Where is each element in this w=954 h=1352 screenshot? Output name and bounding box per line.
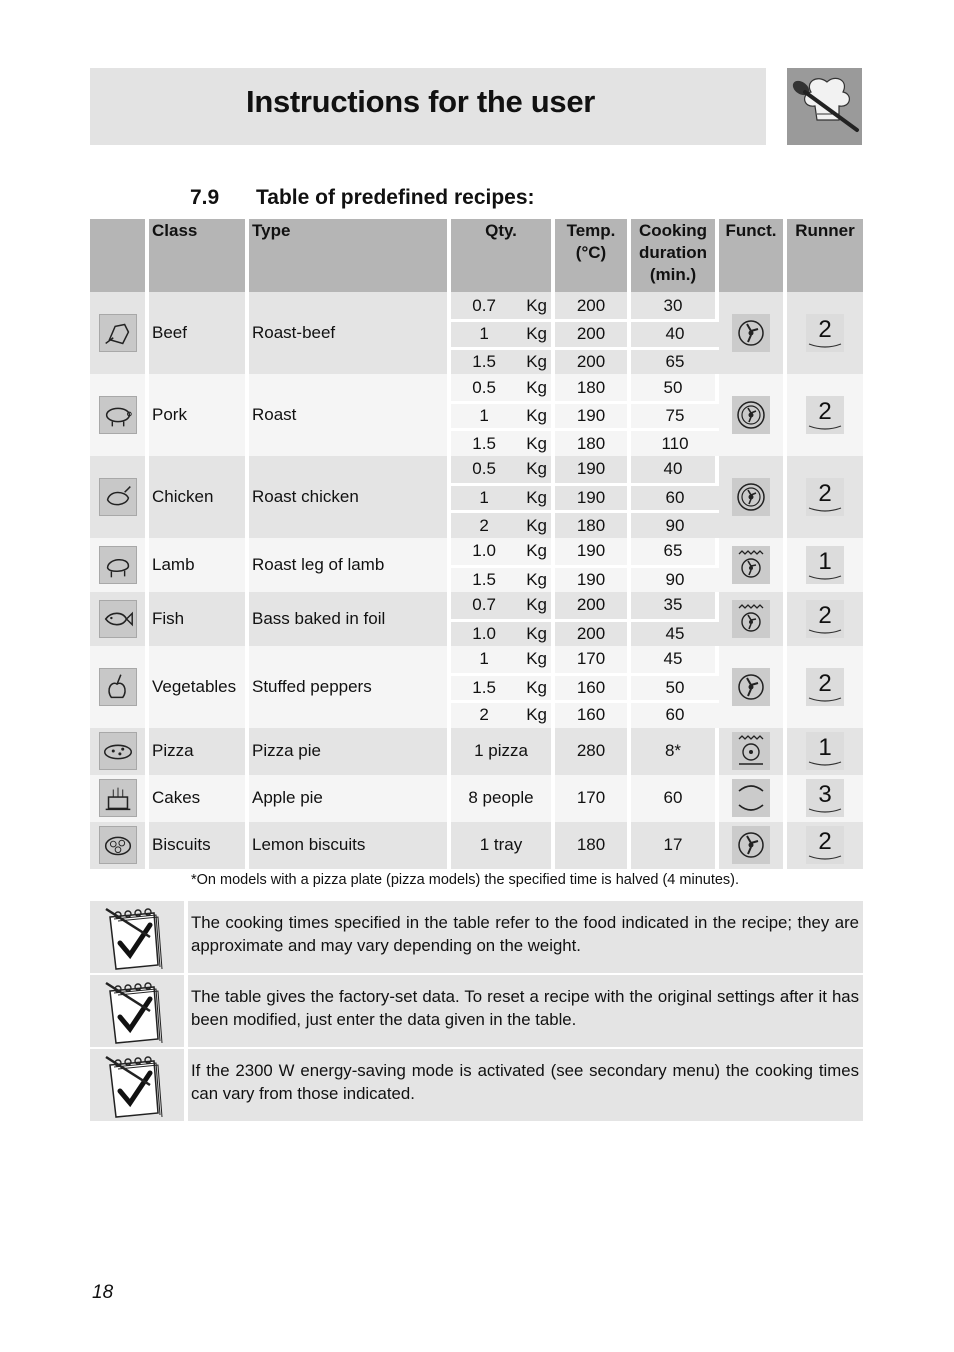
notepad-check-icon [90, 1049, 184, 1121]
type-cell: Pizza pie [249, 728, 451, 775]
header-icon-column [90, 219, 149, 292]
temp-cell: 190 [555, 456, 631, 483]
fan-oven-ring-icon [732, 478, 770, 516]
runner-cell [787, 538, 863, 592]
duration-cell: 45 [631, 646, 719, 673]
qty-amount-cell: 1.0 [451, 619, 509, 646]
runner-cell [787, 292, 863, 374]
function-cell [719, 592, 787, 646]
class-cell: Beef [149, 292, 249, 374]
runner-level-number: 2 [818, 315, 832, 343]
class-cell: Lamb [149, 538, 249, 592]
function-cell [719, 456, 787, 538]
qty-amount-cell: 1 [451, 483, 509, 510]
food-icon-cell [90, 592, 149, 646]
section-title [190, 186, 535, 210]
fan-grill-bottom-icon [732, 732, 770, 770]
runner-level-number: 2 [818, 397, 832, 425]
qty-unit-cell: Kg [509, 700, 555, 727]
qty-unit-cell: Kg [509, 374, 555, 401]
shelf-icon [806, 342, 844, 350]
food-icon-cell [90, 775, 149, 822]
lamb-icon [99, 546, 137, 584]
temp-cell: 170 [555, 646, 631, 673]
qty-unit-cell: Kg [509, 538, 555, 565]
function-cell [719, 646, 787, 728]
duration-cell: 35 [631, 592, 719, 619]
shelf-icon [806, 506, 844, 514]
header-duration-line1: Cooking [639, 221, 707, 240]
fan-oven-icon [732, 314, 770, 352]
temp-cell: 280 [555, 728, 631, 775]
qty-cell: 1 pizza [451, 728, 555, 775]
shelf-icon [806, 854, 844, 862]
temp-cell: 190 [555, 483, 631, 510]
food-icon-cell [90, 292, 149, 374]
runner-level-badge [806, 668, 844, 706]
table-row [90, 456, 863, 483]
page-number: 18 [92, 1282, 114, 1303]
class-cell: Vegetables [149, 646, 249, 728]
runner-cell [787, 592, 863, 646]
biscuits-icon [99, 826, 137, 864]
page-title: Instructions for the user [246, 84, 596, 119]
qty-unit-cell: Kg [509, 292, 555, 319]
table-row [90, 728, 863, 775]
temp-cell: 180 [555, 822, 631, 869]
shelf-icon [806, 628, 844, 636]
function-cell [719, 728, 787, 775]
table-row [90, 374, 863, 401]
header-temp [555, 219, 631, 292]
header-class: Class [149, 219, 249, 292]
temp-cell: 200 [555, 319, 631, 346]
type-cell: Roast [249, 374, 451, 456]
header-funct: Funct. [719, 219, 787, 292]
runner-level-badge [806, 732, 844, 770]
function-cell [719, 292, 787, 374]
shelf-icon [806, 696, 844, 704]
duration-cell: 45 [631, 619, 719, 646]
notepad-check-icon [90, 901, 184, 973]
shelf-icon [806, 424, 844, 432]
class-cell: Pork [149, 374, 249, 456]
table-row [90, 646, 863, 673]
qty-amount-cell: 0.5 [451, 374, 509, 401]
note-box [90, 1049, 863, 1121]
qty-amount-cell: 2 [451, 700, 509, 727]
duration-cell: 60 [631, 775, 719, 822]
runner-cell [787, 775, 863, 822]
pork-icon [99, 396, 137, 434]
temp-cell: 160 [555, 673, 631, 700]
duration-cell: 8* [631, 728, 719, 775]
type-cell: Stuffed peppers [249, 646, 451, 728]
duration-cell: 17 [631, 822, 719, 869]
notepad-check-icon [90, 975, 184, 1047]
table-header-row [90, 219, 863, 292]
runner-level-badge [806, 396, 844, 434]
qty-amount-cell: 1 [451, 646, 509, 673]
temp-cell: 200 [555, 292, 631, 319]
header-duration-line2: duration [639, 243, 707, 262]
note-text: The cooking times specified in the table refer to the food indicated in the recipe; they are approximate and may vary depending on the weight. [188, 901, 863, 973]
qty-unit-cell: Kg [509, 347, 555, 374]
qty-amount-cell: 1 [451, 319, 509, 346]
qty-amount-cell: 1.5 [451, 347, 509, 374]
runner-cell [787, 728, 863, 775]
duration-cell: 90 [631, 510, 719, 537]
duration-cell: 40 [631, 456, 719, 483]
type-cell: Lemon biscuits [249, 822, 451, 869]
shelf-icon [806, 807, 844, 815]
temp-cell: 200 [555, 619, 631, 646]
function-cell [719, 538, 787, 592]
temp-cell: 190 [555, 538, 631, 565]
chicken-icon [99, 478, 137, 516]
qty-amount-cell: 0.5 [451, 456, 509, 483]
qty-unit-cell: Kg [509, 673, 555, 700]
duration-cell: 60 [631, 700, 719, 727]
temp-cell: 200 [555, 592, 631, 619]
temp-cell: 180 [555, 428, 631, 455]
runner-level-number: 2 [818, 669, 832, 697]
runner-level-number: 1 [818, 734, 832, 762]
runner-level-number: 3 [818, 781, 832, 809]
runner-level-number: 1 [818, 547, 832, 575]
function-cell [719, 775, 787, 822]
runner-cell [787, 374, 863, 456]
section-heading: Table of predefined recipes: [256, 186, 535, 209]
function-cell [719, 822, 787, 869]
duration-cell: 65 [631, 347, 719, 374]
function-cell [719, 374, 787, 456]
qty-amount-cell: 1.5 [451, 428, 509, 455]
table-row [90, 775, 863, 822]
temp-cell: 160 [555, 700, 631, 727]
fan-oven-ring-icon [732, 396, 770, 434]
class-cell: Biscuits [149, 822, 249, 869]
runner-level-badge [806, 600, 844, 638]
duration-cell: 50 [631, 374, 719, 401]
type-cell: Roast-beef [249, 292, 451, 374]
food-icon-cell [90, 728, 149, 775]
runner-cell [787, 822, 863, 869]
shelf-icon [806, 574, 844, 582]
fan-oven-icon [732, 826, 770, 864]
qty-unit-cell: Kg [509, 510, 555, 537]
runner-level-badge [806, 826, 844, 864]
header-duration-line3: (min.) [649, 265, 697, 284]
note-text: If the 2300 W energy-saving mode is activated (see secondary menu) the cooking times can vary from those indicated. [188, 1049, 863, 1121]
qty-amount-cell: 1.5 [451, 673, 509, 700]
header-type: Type [249, 219, 451, 292]
qty-unit-cell: Kg [509, 483, 555, 510]
note-text: The table gives the factory-set data. To reset a recipe with the original settings after it has been modified, just enter the data given in the table. [188, 975, 863, 1047]
duration-cell: 90 [631, 565, 719, 592]
header-qty: Qty. [451, 219, 555, 292]
table-footnote: *On models with a pizza plate (pizza models) the specified time is halved (4 minutes). [191, 872, 740, 888]
qty-unit-cell: Kg [509, 646, 555, 673]
note-box [90, 901, 863, 973]
food-icon-cell [90, 374, 149, 456]
table-row [90, 822, 863, 869]
fish-icon [99, 600, 137, 638]
class-cell: Fish [149, 592, 249, 646]
chef-hat-spoon-icon [787, 68, 862, 145]
qty-cell: 1 tray [451, 822, 555, 869]
fan-grill-icon [732, 546, 770, 584]
static-oven-icon [732, 779, 770, 817]
food-icon-cell [90, 822, 149, 869]
duration-cell: 50 [631, 673, 719, 700]
qty-amount-cell: 0.7 [451, 292, 509, 319]
type-cell: Bass baked in foil [249, 592, 451, 646]
duration-cell: 60 [631, 483, 719, 510]
runner-level-badge [806, 314, 844, 352]
shelf-icon [806, 760, 844, 768]
runner-level-number: 2 [818, 828, 832, 856]
temp-cell: 180 [555, 510, 631, 537]
table-row [90, 292, 863, 319]
runner-cell [787, 646, 863, 728]
qty-amount-cell: 1 [451, 401, 509, 428]
type-cell: Roast leg of lamb [249, 538, 451, 592]
qty-unit-cell: Kg [509, 619, 555, 646]
qty-amount-cell: 0.7 [451, 592, 509, 619]
header-runner: Runner [787, 219, 863, 292]
table-row [90, 592, 863, 619]
temp-cell: 190 [555, 565, 631, 592]
temp-cell: 180 [555, 374, 631, 401]
header-temp-line2: (°C) [575, 243, 607, 262]
header-temp-line1: Temp. [566, 221, 616, 240]
runner-level-number: 2 [818, 601, 832, 629]
cake-icon [99, 779, 137, 817]
runner-level-badge [806, 779, 844, 817]
food-icon-cell [90, 538, 149, 592]
duration-cell: 40 [631, 319, 719, 346]
qty-unit-cell: Kg [509, 565, 555, 592]
temp-cell: 190 [555, 401, 631, 428]
qty-amount-cell: 1.0 [451, 538, 509, 565]
duration-cell: 110 [631, 428, 719, 455]
qty-unit-cell: Kg [509, 456, 555, 483]
runner-level-badge [806, 546, 844, 584]
runner-level-number: 2 [818, 479, 832, 507]
duration-cell: 30 [631, 292, 719, 319]
food-icon-cell [90, 456, 149, 538]
recipes-table [90, 219, 863, 869]
page-header [90, 68, 766, 145]
fan-oven-icon [732, 668, 770, 706]
section-number: 7.9 [190, 186, 220, 209]
table-row [90, 538, 863, 565]
header-duration [631, 219, 719, 292]
qty-amount-cell: 2 [451, 510, 509, 537]
qty-amount-cell: 1.5 [451, 565, 509, 592]
class-cell: Chicken [149, 456, 249, 538]
pizza-icon [99, 732, 137, 770]
temp-cell: 200 [555, 347, 631, 374]
type-cell: Roast chicken [249, 456, 451, 538]
duration-cell: 65 [631, 538, 719, 565]
qty-cell: 8 people [451, 775, 555, 822]
qty-unit-cell: Kg [509, 319, 555, 346]
qty-unit-cell: Kg [509, 401, 555, 428]
runner-level-badge [806, 478, 844, 516]
qty-unit-cell: Kg [509, 428, 555, 455]
note-box [90, 975, 863, 1047]
beef-icon [99, 314, 137, 352]
runner-cell [787, 456, 863, 538]
food-icon-cell [90, 646, 149, 728]
temp-cell: 170 [555, 775, 631, 822]
qty-unit-cell: Kg [509, 592, 555, 619]
duration-cell: 75 [631, 401, 719, 428]
fan-grill-icon [732, 600, 770, 638]
type-cell: Apple pie [249, 775, 451, 822]
vegetables-icon [99, 668, 137, 706]
class-cell: Pizza [149, 728, 249, 775]
class-cell: Cakes [149, 775, 249, 822]
